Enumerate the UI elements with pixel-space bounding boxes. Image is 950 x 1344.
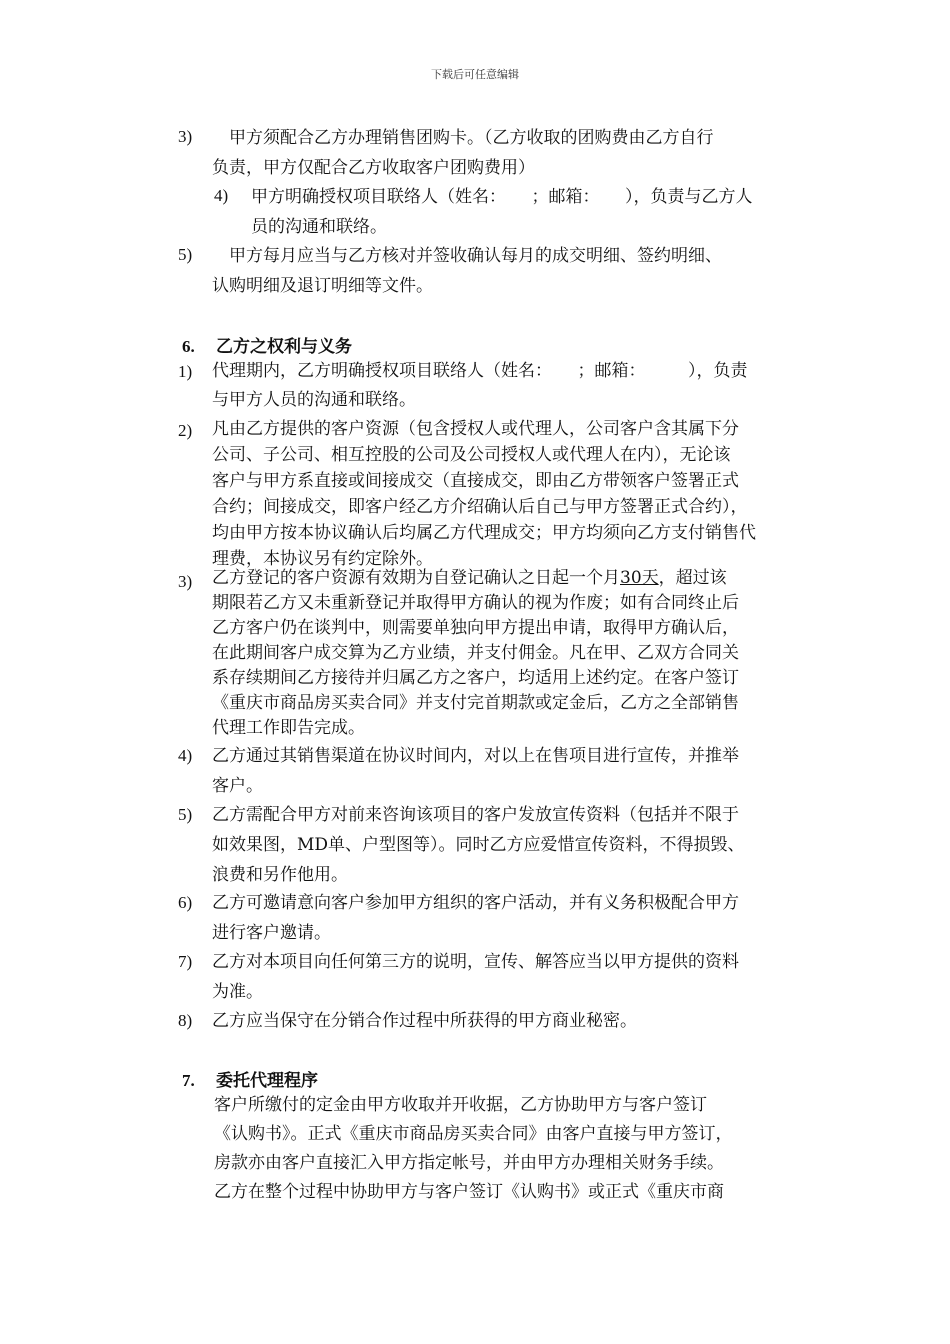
item-text-line bbox=[212, 566, 739, 591]
item-text-line: 乙方可邀请意向客户参加甲方组织的客户活动，并有义务积极配合甲方 bbox=[212, 893, 739, 913]
item-text-line: 为准。 bbox=[212, 982, 263, 1002]
item-text-line: 甲方明确授权项目联络人（姓名： ；邮箱： ），负责与乙方人 bbox=[251, 187, 753, 207]
item-number: 5) bbox=[178, 245, 193, 264]
section-heading bbox=[182, 332, 352, 357]
item-text-line: 员的沟通和联络。 bbox=[251, 217, 387, 237]
item-text-line: 在此期间客户成交算为乙方业绩，并支付佣金。凡在甲、乙双方合同关 bbox=[212, 643, 739, 663]
item-text-line: 乙方对本项目向任何第三方的说明，宣传、解答应当以甲方提供的资料 bbox=[212, 952, 739, 972]
item-text-line: 与甲方人员的沟通和联络。 bbox=[212, 390, 416, 410]
item-text-line: 代理工作即告完成。 bbox=[212, 718, 365, 738]
item-number: 1) bbox=[178, 362, 193, 381]
item-text-line: 客户。 bbox=[212, 776, 263, 796]
list-item bbox=[212, 416, 756, 572]
paragraph-line: 客户所缴付的定金由甲方收取并开收据，乙方协助甲方与客户签订 bbox=[214, 1095, 707, 1115]
section-title: 委托代理程序 bbox=[216, 1071, 318, 1091]
item-text-line: 合约；间接成交，即客户经乙方介绍确认后自己与甲方签署正式合约）， bbox=[212, 497, 748, 517]
paragraph-line: 乙方在整个过程中协助甲方与客户签订《认购书》或正式《重庆市商 bbox=[214, 1182, 724, 1202]
list-item bbox=[212, 566, 739, 741]
section-heading bbox=[182, 1066, 318, 1091]
list-item bbox=[212, 123, 714, 183]
section-title: 乙方之权利与义务 bbox=[216, 337, 352, 357]
item-text-line: 客户与甲方系直接或间接成交（直接成交，即由乙方带领客户签署正式 bbox=[212, 471, 739, 491]
section-number: 7. bbox=[182, 1071, 195, 1090]
item-text-line: 乙方客户仍在谈判中，则需要单独向甲方提出申请，取得甲方确认后， bbox=[212, 618, 739, 638]
item-text-line: 负责，甲方仅配合乙方收取客户团购费用） bbox=[212, 158, 535, 178]
list-item bbox=[212, 741, 739, 801]
item-text-line: 乙方应当保守在分销合作过程中所获得的甲方商业秘密。 bbox=[212, 1011, 637, 1031]
item-number: 4) bbox=[178, 746, 193, 765]
item-text-line: 甲方每月应当与乙方核对并签收确认每月的成交明细、签约明细、 bbox=[212, 246, 722, 266]
underlined-term: 30天 bbox=[620, 568, 659, 588]
section-number: 6. bbox=[182, 337, 195, 356]
paragraph bbox=[214, 1091, 733, 1207]
paragraph-line: 《认购书》。正式《重庆市商品房买卖合同》由客户直接与甲方签订， bbox=[214, 1124, 733, 1144]
list-item bbox=[212, 241, 722, 301]
item-number: 5) bbox=[178, 805, 193, 824]
item-text-line: 进行客户邀请。 bbox=[212, 923, 331, 943]
item-number: 3) bbox=[178, 572, 193, 591]
item-text-line: 乙方需配合甲方对前来咨询该项目的客户发放宣传资料（包括并不限于 bbox=[212, 805, 739, 825]
item-text-line: 认购明细及退订明细等文件。 bbox=[212, 276, 433, 296]
item-text-line: 均由甲方按本协议确认后均属乙方代理成交；甲方均须向乙方支付销售代 bbox=[212, 523, 756, 543]
item-number: 3) bbox=[178, 127, 193, 146]
list-item bbox=[212, 947, 739, 1007]
item-text-line: 期限若乙方又未重新登记并取得甲方确认的视为作废；如有合同终止后 bbox=[212, 593, 739, 613]
page-header: 下载后可任意编辑 bbox=[431, 68, 519, 81]
item-number: 7) bbox=[178, 952, 193, 971]
item-text-segment: 乙方登记的客户资源有效期为自登记确认之日起一个月 bbox=[212, 568, 620, 588]
item-number: 6) bbox=[178, 893, 193, 912]
item-number: 8) bbox=[178, 1011, 193, 1030]
item-text-line: 理费，本协议另有约定除外。 bbox=[212, 549, 433, 569]
list-item bbox=[212, 1006, 637, 1036]
paragraph-line: 房款亦由客户直接汇入甲方指定帐号，并由甲方办理相关财务手续。 bbox=[214, 1153, 724, 1173]
item-text-line: 浪费和另作他用。 bbox=[212, 865, 348, 885]
item-text-line: 如效果图，MD单、户型图等）。同时乙方应爱惜宣传资料，不得损毁、 bbox=[212, 835, 745, 855]
item-text-line: 系存续期间乙方接待并归属乙方之客户，均适用上述约定。在客户签订 bbox=[212, 668, 739, 688]
item-text-segment: ，超过该 bbox=[658, 568, 727, 588]
list-item bbox=[212, 888, 739, 948]
item-number: 2) bbox=[178, 421, 193, 440]
item-text-line: 甲方须配合乙方办理销售团购卡。（乙方收取的团购费由乙方自行 bbox=[212, 128, 714, 148]
item-text-line: 乙方通过其销售渠道在协议时间内，对以上在售项目进行宣传，并推举 bbox=[212, 746, 739, 766]
list-item bbox=[212, 800, 745, 890]
item-text-line: 公司、子公司、相互控股的公司及公司授权人或代理人在内），无论该 bbox=[212, 445, 731, 465]
list-item bbox=[212, 357, 748, 415]
item-text-line: 代理期内，乙方明确授权项目联络人（姓名： ；邮箱： ），负责 bbox=[212, 361, 748, 381]
item-text-line: 凡由乙方提供的客户资源（包含授权人或代理人，公司客户含其属下分 bbox=[212, 419, 739, 439]
item-number: 4) bbox=[214, 186, 229, 205]
list-item bbox=[251, 182, 753, 242]
item-text-line: 《重庆市商品房买卖合同》并支付完首期款或定金后，乙方之全部销售 bbox=[212, 693, 739, 713]
